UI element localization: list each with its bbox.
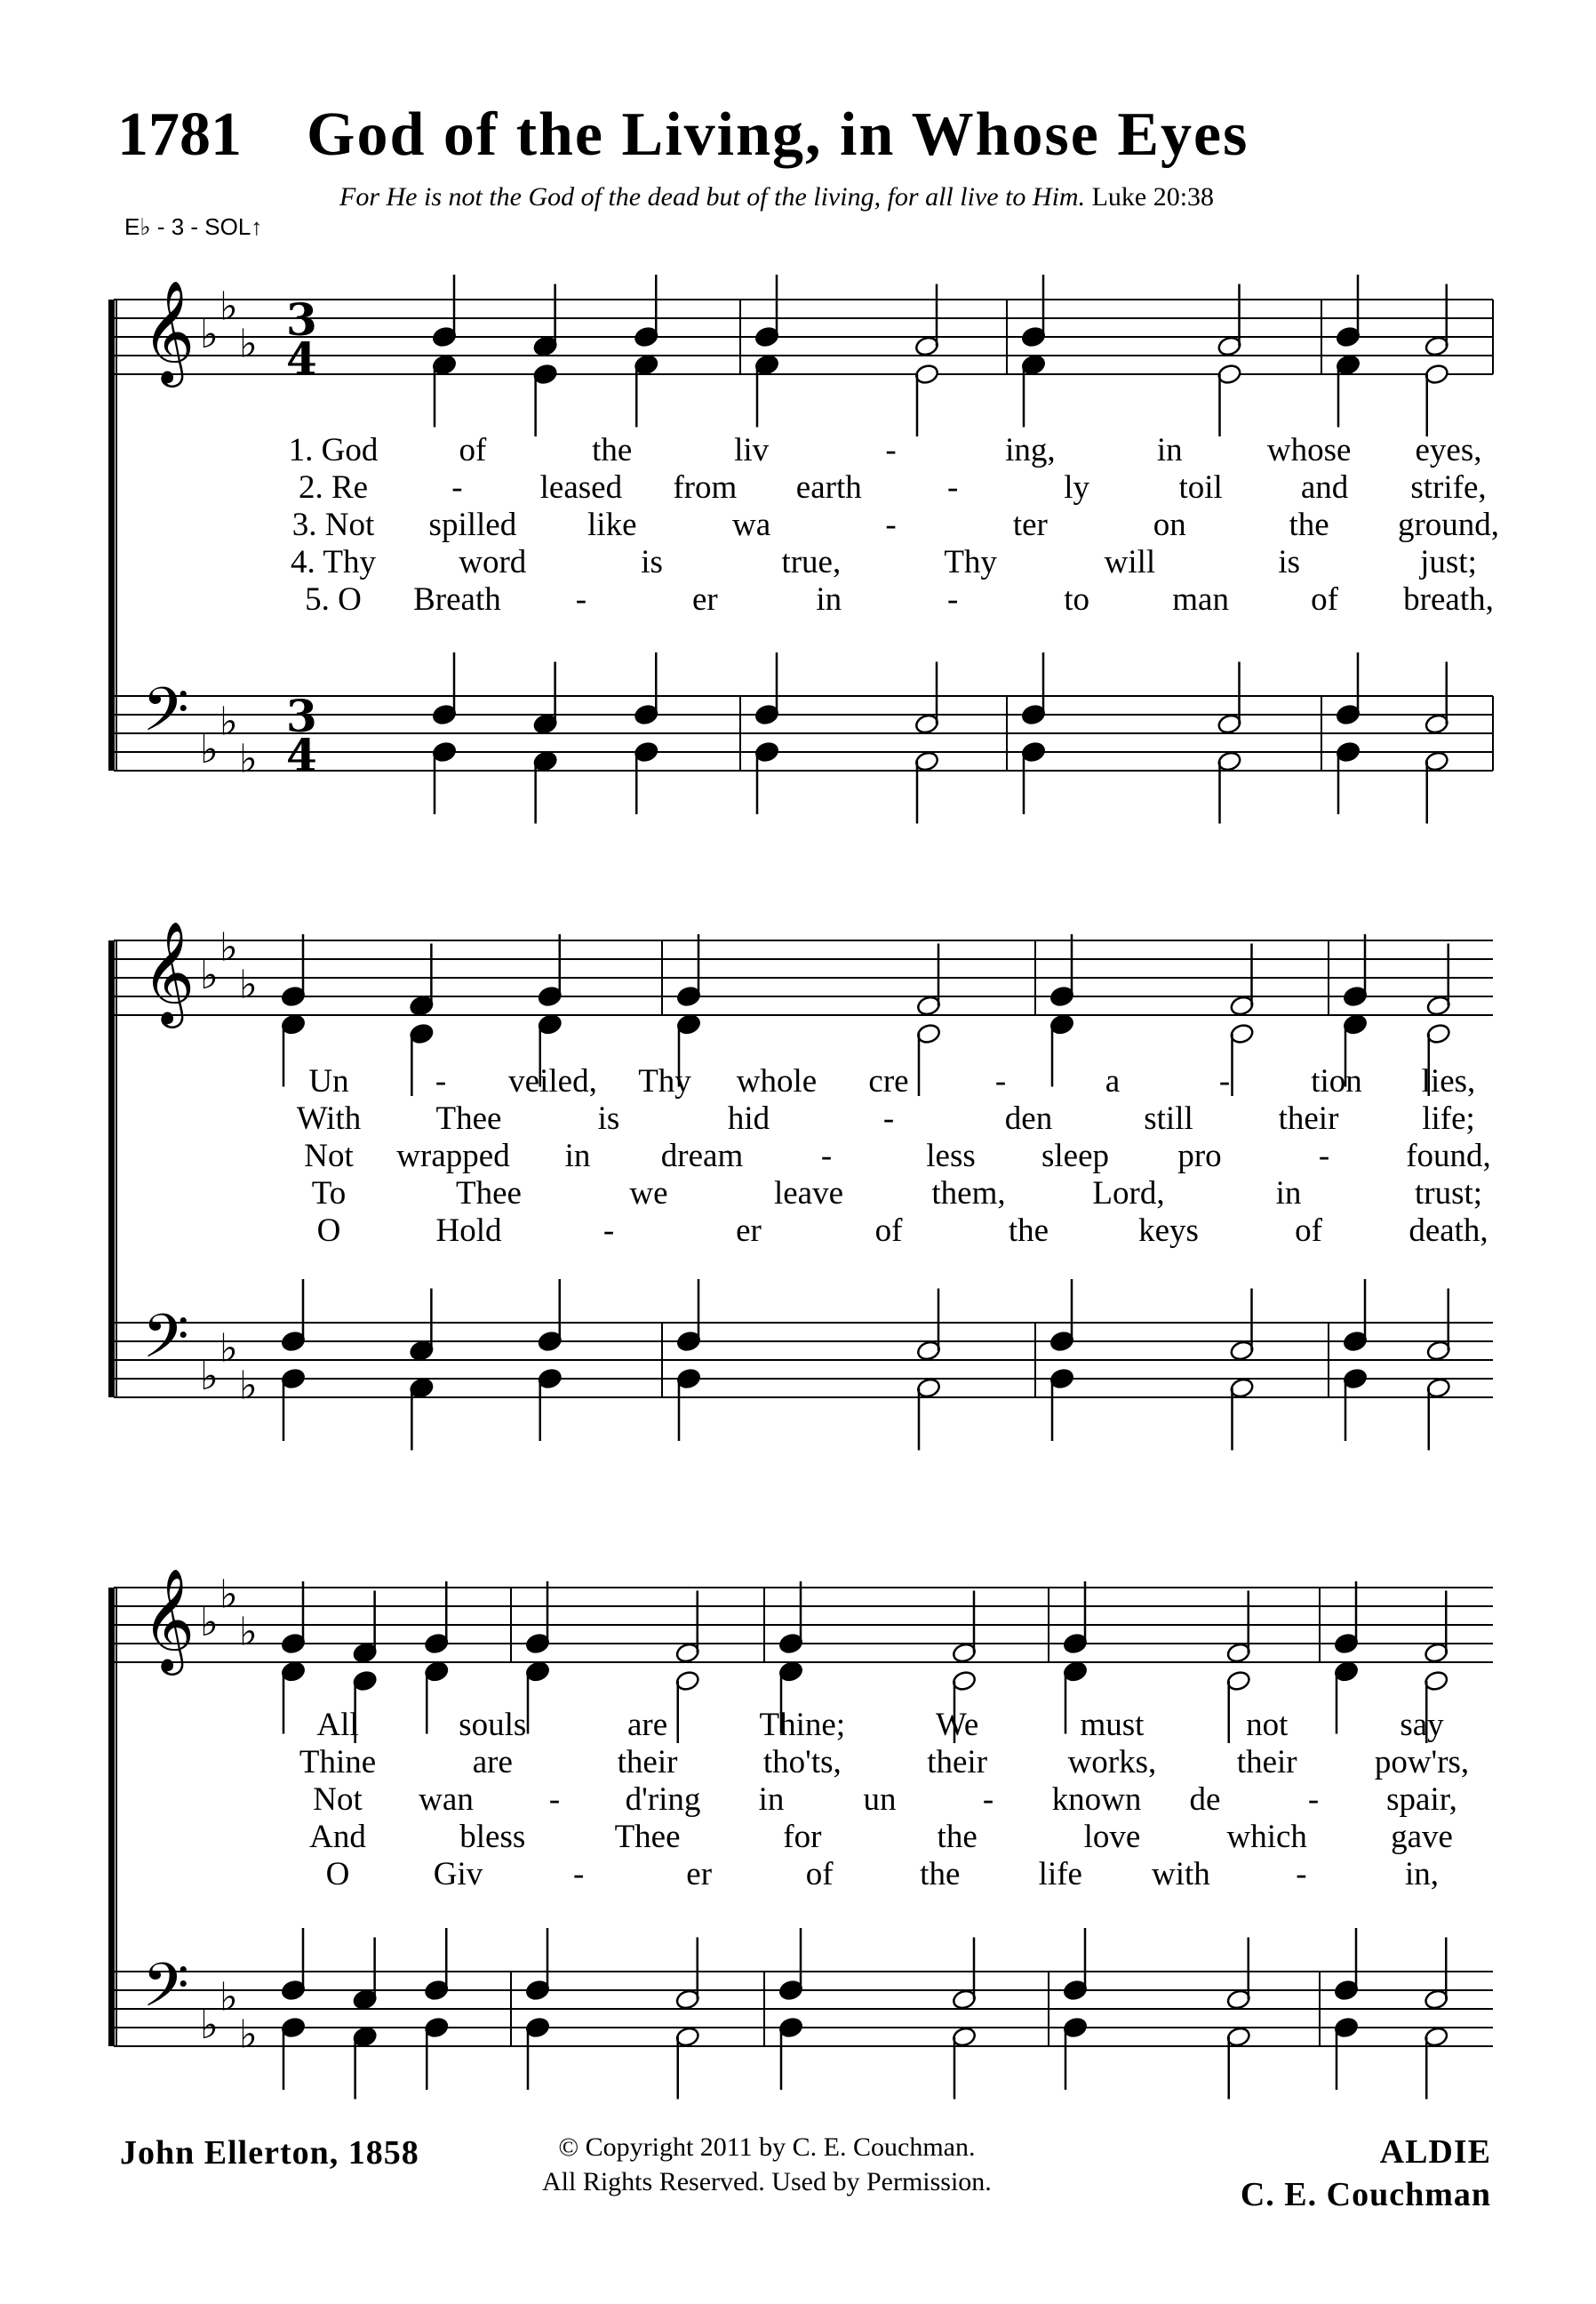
lyric-syllable: gave: [1391, 1819, 1453, 1855]
lyric-syllable: wan: [419, 1781, 474, 1818]
lyric-syllable: veiled,: [508, 1063, 597, 1100]
lyric-syllable: we: [629, 1175, 668, 1212]
lyric-syllable: -: [882, 1100, 895, 1137]
lyric-syllable: O: [316, 1212, 341, 1249]
lyric-syllable: -: [1307, 1781, 1320, 1818]
lyric-syllable: a: [1105, 1063, 1121, 1100]
lyric-syllable: de: [1189, 1781, 1221, 1818]
lyric-syllable: Thee: [456, 1175, 522, 1212]
lyric-syllable: word: [459, 544, 527, 580]
lyric-syllable: must: [1080, 1707, 1145, 1743]
time-signature-bottom: 4: [286, 729, 317, 781]
text-author: John Ellerton, 1858: [120, 2134, 419, 2172]
lyric-syllable: known: [1051, 1781, 1142, 1818]
lyric-syllable: whole: [736, 1063, 818, 1100]
lyric-syllable: true,: [781, 544, 842, 580]
lyric-syllable: Hold: [435, 1212, 502, 1249]
lyric-syllable: the: [1289, 507, 1329, 543]
key-info: E♭ - 3 - SOL↑: [124, 213, 263, 240]
lyric-syllable: -: [451, 469, 463, 506]
lyric-syllable: in: [1275, 1175, 1302, 1212]
lyric-syllable: Un: [308, 1063, 349, 1100]
lyric-syllable: the: [920, 1856, 961, 1892]
flat-icon: ♭: [200, 1600, 219, 1645]
bass-clef-icon: 𝄢: [142, 676, 189, 760]
lyric-syllable: the: [937, 1819, 978, 1855]
lyric-syllable: in: [816, 581, 842, 618]
lyric-syllable: say: [1400, 1707, 1444, 1743]
lyric-syllable: dream: [660, 1138, 744, 1174]
lyric-syllable: Thine;: [759, 1707, 846, 1743]
lyric-syllable: in: [1156, 432, 1183, 468]
lyric-syllable: still: [1144, 1100, 1193, 1137]
lyric-syllable: Giv: [433, 1856, 483, 1892]
lyric-syllable: -: [982, 1781, 994, 1818]
lyric-syllable: the: [1008, 1212, 1049, 1249]
lyric-syllable: pow'rs,: [1374, 1744, 1470, 1780]
lyric-syllable: works,: [1067, 1744, 1157, 1780]
lyric-syllable: -: [885, 507, 897, 543]
bass-clef-icon: 𝄢: [142, 1951, 189, 2036]
lyric-syllable: their: [1278, 1100, 1339, 1137]
lyric-syllable: like: [587, 507, 637, 543]
lyric-syllable: their: [1236, 1744, 1297, 1780]
lyric-syllable: in: [564, 1138, 591, 1174]
tune-credit: [1241, 2132, 1491, 2216]
lyric-syllable: life;: [1422, 1100, 1475, 1137]
time-signature-bottom: 4: [286, 332, 317, 385]
lyric-syllable: ing,: [1005, 432, 1056, 468]
flat-icon: ♭: [239, 1609, 258, 1655]
lyric-syllable: pro: [1177, 1138, 1222, 1174]
lyric-syllable: from: [673, 469, 738, 506]
lyric-syllable: ter: [1012, 507, 1048, 543]
lyric-syllable: of: [459, 432, 487, 468]
lyric-syllable: And: [309, 1819, 366, 1855]
lyric-syllable: of: [805, 1856, 834, 1892]
lyric-syllable: -: [572, 1856, 585, 1892]
copyright-notice: [542, 2130, 992, 2199]
lyric-syllable: We: [935, 1707, 979, 1743]
treble-clef-icon: 𝄞: [142, 1567, 196, 1671]
lyric-syllable: is: [641, 544, 663, 580]
lyric-syllable: is: [1278, 544, 1301, 580]
lyric-syllable: ground,: [1397, 507, 1500, 543]
lyric-syllable: With: [296, 1100, 362, 1137]
lyric-syllable: in,: [1404, 1856, 1440, 1892]
time-signature-top: 3: [286, 293, 317, 346]
flat-icon: ♭: [219, 699, 238, 745]
flat-icon: ♭: [200, 953, 219, 998]
lyric-syllable: -: [994, 1063, 1007, 1100]
lyric-syllable: spilled: [428, 507, 517, 543]
lyric-syllable: on: [1153, 507, 1186, 543]
lyric-syllable: Lord,: [1092, 1175, 1165, 1212]
flat-icon: ♭: [219, 1572, 238, 1618]
lyric-syllable: liv: [734, 432, 770, 468]
lyric-syllable: death,: [1408, 1212, 1488, 1249]
lyric-syllable: Thee: [614, 1819, 681, 1855]
lyric-syllable: -: [1296, 1856, 1307, 1892]
lyric-syllable: their: [927, 1744, 988, 1780]
flat-icon: ♭: [239, 1363, 258, 1409]
lyric-syllable: is: [597, 1100, 620, 1137]
lyric-syllable: -: [820, 1138, 833, 1174]
lyric-syllable: trust;: [1414, 1175, 1483, 1212]
lyric-syllable: -: [548, 1781, 561, 1818]
lyric-syllable: are: [626, 1707, 668, 1743]
lyric-syllable: keys: [1138, 1212, 1199, 1249]
treble-clef-icon: 𝄞: [142, 279, 196, 383]
lyric-syllable: O: [325, 1856, 350, 1892]
lyric-syllable: Not: [313, 1781, 363, 1818]
lyric-syllable: with: [1151, 1856, 1210, 1892]
flat-icon: ♭: [239, 321, 258, 367]
epigraph-text: For He is not the God of the dead but of the living, for all live to Him.: [339, 182, 1086, 212]
lyric-syllable: tion: [1311, 1063, 1362, 1100]
lyric-syllable: lies,: [1421, 1063, 1476, 1100]
lyric-syllable: To: [311, 1175, 347, 1212]
lyric-syllable: will: [1104, 544, 1156, 580]
lyric-syllable: not: [1246, 1707, 1289, 1743]
lyric-syllable: Thy: [944, 544, 997, 580]
lyric-syllable: 1. God: [288, 432, 379, 468]
flat-icon: ♭: [200, 1354, 219, 1399]
lyric-syllable: which: [1226, 1819, 1307, 1855]
lyric-syllable: cre: [868, 1063, 909, 1100]
lyric-syllable: -: [602, 1212, 615, 1249]
flat-icon: ♭: [239, 736, 258, 782]
lyric-syllable: Breath: [413, 581, 501, 618]
lyric-syllable: and: [1300, 469, 1349, 506]
lyric-syllable: strife,: [1410, 469, 1487, 506]
lyric-syllable: -: [1318, 1138, 1330, 1174]
lyric-syllable: Thee: [435, 1100, 502, 1137]
lyric-syllable: Thy: [638, 1063, 691, 1100]
lyric-syllable: -: [435, 1063, 447, 1100]
flat-icon: ♭: [239, 962, 258, 1008]
flat-icon: ♭: [200, 727, 219, 772]
lyric-syllable: them,: [931, 1175, 1006, 1212]
scripture-reference: Luke 20:38: [1091, 182, 1215, 212]
lyric-syllable: in: [758, 1781, 785, 1818]
lyric-syllable: 4. Thy: [291, 544, 376, 580]
hymn-number: 1781: [117, 100, 242, 169]
lyric-syllable: eyes,: [1415, 432, 1482, 468]
lyric-syllable: er: [736, 1212, 762, 1249]
lyric-syllable: d'ring: [625, 1781, 701, 1818]
lyric-syllable: bless: [459, 1819, 526, 1855]
lyric-syllable: -: [885, 432, 897, 468]
flat-icon: ♭: [219, 924, 238, 971]
lyric-syllable: earth: [795, 469, 862, 506]
lyric-syllable: of: [1295, 1212, 1322, 1249]
lyric-syllable: of: [874, 1212, 903, 1249]
lyric-syllable: er: [686, 1856, 713, 1892]
lyric-syllable: for: [783, 1819, 822, 1855]
flat-icon: ♭: [200, 2003, 219, 2048]
lyric-syllable: love: [1083, 1819, 1141, 1855]
lyric-syllable: leased: [539, 469, 623, 506]
flat-icon: ♭: [239, 2012, 258, 2058]
lyric-syllable: Thine: [299, 1744, 377, 1780]
lyric-syllable: un: [863, 1781, 897, 1818]
lyric-syllable: to: [1064, 581, 1090, 618]
flat-icon: ♭: [200, 312, 219, 357]
lyric-syllable: -: [1218, 1063, 1231, 1100]
tune-name: ALDIE: [1379, 2133, 1491, 2171]
lyric-syllable: Not: [304, 1138, 354, 1174]
time-signature-top: 3: [286, 690, 317, 742]
lyric-syllable: leave: [773, 1175, 844, 1212]
lyric-syllable: souls: [459, 1707, 527, 1743]
lyric-syllable: -: [947, 469, 959, 506]
lyric-syllable: All: [316, 1707, 359, 1743]
lyric-syllable: 5. O: [305, 581, 362, 618]
lyric-syllable: 2. Re: [298, 469, 369, 506]
lyric-syllable: the: [592, 432, 633, 468]
treble-clef-icon: 𝄞: [142, 920, 196, 1024]
lyric-syllable: found,: [1406, 1138, 1491, 1174]
lyric-syllable: life: [1038, 1856, 1082, 1892]
lyric-syllable: just;: [1420, 544, 1477, 580]
lyric-syllable: den: [1004, 1100, 1053, 1137]
system-bracket: [108, 940, 115, 1397]
lyric-syllable: tho'ts,: [762, 1744, 842, 1780]
lyric-syllable: hid: [727, 1100, 770, 1137]
flat-icon: ♭: [219, 1325, 238, 1372]
lyric-syllable: less: [926, 1138, 976, 1174]
lyric-syllable: -: [947, 581, 959, 618]
lyric-syllable: 3. Not: [291, 507, 375, 543]
bass-clef-icon: 𝄢: [142, 1302, 189, 1387]
lyric-syllable: wrapped: [396, 1138, 510, 1174]
copyright-line-1: © Copyright 2011 by C. E. Couchman.: [558, 2132, 976, 2162]
lyric-syllable: ly: [1064, 469, 1090, 506]
lyric-syllable: -: [575, 581, 587, 618]
hymn-title: God of the Living, in Whose Eyes: [307, 100, 1249, 169]
lyric-syllable: are: [472, 1744, 513, 1780]
lyric-syllable: man: [1172, 581, 1229, 618]
lyric-syllable: spair,: [1386, 1781, 1457, 1818]
lyric-syllable: their: [617, 1744, 678, 1780]
lyric-syllable: er: [691, 581, 718, 618]
copyright-line-2: All Rights Reserved. Used by Permission.: [542, 2167, 992, 2196]
lyric-syllable: whose: [1266, 432, 1352, 468]
composer: C. E. Couchman: [1240, 2175, 1491, 2213]
lyric-syllable: toil: [1178, 469, 1223, 506]
lyric-syllable: sleep: [1041, 1138, 1110, 1174]
flat-icon: ♭: [219, 284, 238, 330]
lyric-syllable: of: [1311, 581, 1338, 618]
system-bracket: [108, 1588, 115, 2046]
system-bracket: [108, 300, 115, 771]
flat-icon: ♭: [219, 1974, 238, 2020]
lyric-syllable: breath,: [1403, 581, 1494, 618]
lyric-syllable: wa: [732, 507, 771, 543]
